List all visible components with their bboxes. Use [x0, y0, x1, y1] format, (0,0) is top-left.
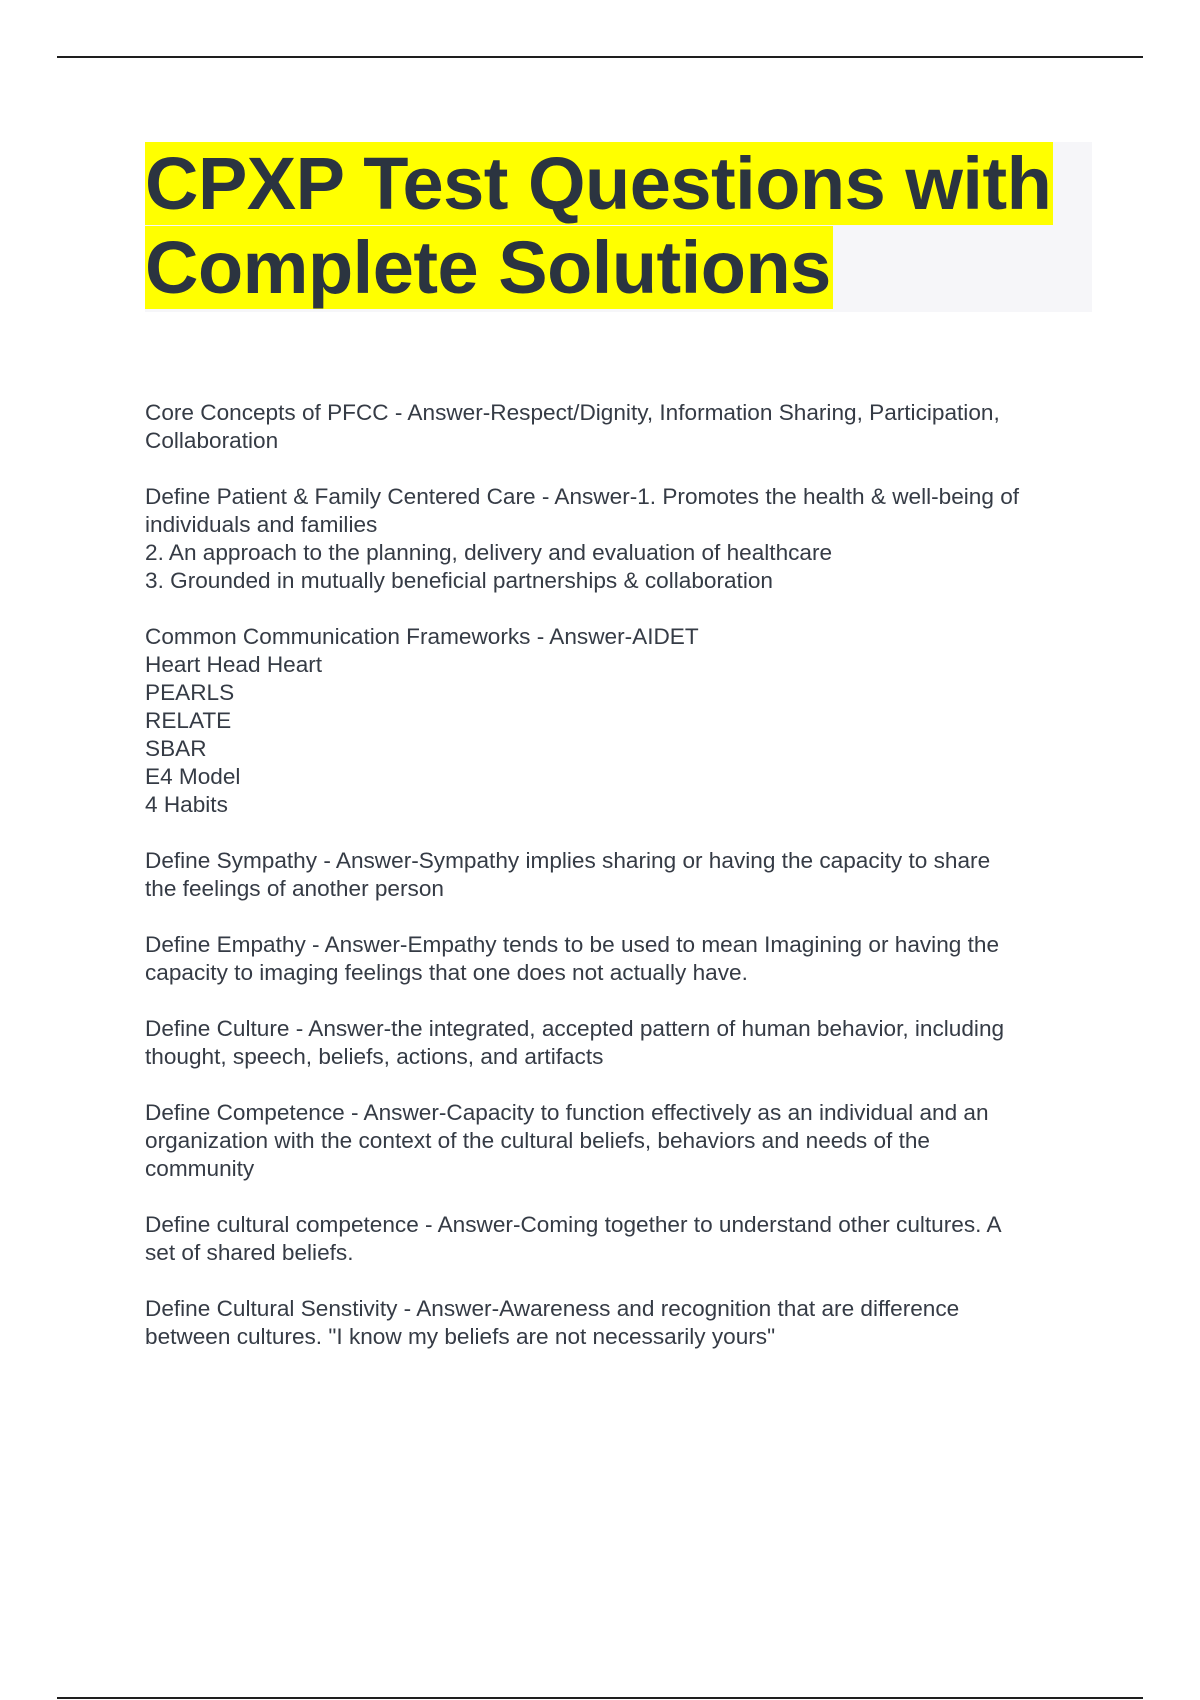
qa-entry-core-concepts	[145, 399, 1090, 455]
qa-line: Define Culture - Answer-the integrated, accepted pattern of human behavior, including	[145, 1016, 1005, 1041]
qa-line: Heart Head Heart	[145, 652, 323, 677]
title-block	[145, 142, 1092, 312]
qa-line: Collaboration	[145, 428, 279, 453]
qa-line: between cultures. "I know my beliefs are not necessarily yours"	[145, 1324, 776, 1349]
qa-line: Define Competence - Answer-Capacity to function effectively as an individual and an	[145, 1100, 989, 1125]
qa-entry-cultural-sensitivity	[145, 1295, 1090, 1351]
qa-line: Core Concepts of PFCC - Answer-Respect/Dignity, Information Sharing, Participation,	[145, 400, 1000, 425]
qa-list	[145, 399, 1090, 1379]
qa-line: Define Sympathy - Answer-Sympathy implies sharing or having the capacity to share	[145, 848, 991, 873]
qa-entry-communication-frameworks	[145, 623, 1090, 819]
qa-line: organization with the context of the cultural beliefs, behaviors and needs of the	[145, 1128, 931, 1153]
bottom-rule	[57, 1697, 1143, 1699]
qa-entry-culture	[145, 1015, 1090, 1071]
qa-line: RELATE	[145, 708, 232, 733]
qa-line: capacity to imaging feelings that one does not actually have.	[145, 960, 748, 985]
qa-line: community	[145, 1156, 255, 1181]
qa-line: Define cultural competence - Answer-Coming together to understand other cultures. A	[145, 1212, 1002, 1237]
top-rule	[57, 56, 1143, 58]
qa-line: 3. Grounded in mutually beneficial partnerships & collaboration	[145, 568, 773, 593]
qa-entry-pfcc-definition	[145, 483, 1090, 595]
qa-line: PEARLS	[145, 680, 235, 705]
qa-line: SBAR	[145, 736, 207, 761]
page-title	[145, 142, 1092, 310]
qa-line: Common Communication Frameworks - Answer-AIDET	[145, 624, 699, 649]
qa-line: 4 Habits	[145, 792, 228, 817]
qa-line: Define Empathy - Answer-Empathy tends to be used to mean Imagining or having the	[145, 932, 1000, 957]
qa-line: Define Patient & Family Centered Care - Answer-1. Promotes the health & well-being of	[145, 484, 1020, 509]
qa-entry-empathy	[145, 931, 1090, 987]
qa-entry-sympathy	[145, 847, 1090, 903]
qa-line: the feelings of another person	[145, 876, 444, 901]
qa-line: individuals and families	[145, 512, 378, 537]
qa-line: thought, speech, beliefs, actions, and artifacts	[145, 1044, 604, 1069]
title-line-1: CPXP Test Questions with	[145, 142, 1052, 225]
qa-line: Define Cultural Senstivity - Answer-Awareness and recognition that are difference	[145, 1296, 960, 1321]
qa-line: E4 Model	[145, 764, 241, 789]
qa-entry-cultural-competence	[145, 1211, 1090, 1267]
qa-line: 2. An approach to the planning, delivery and evaluation of healthcare	[145, 540, 833, 565]
title-line-2: Complete Solutions	[145, 226, 831, 309]
qa-line: set of shared beliefs.	[145, 1240, 354, 1265]
qa-entry-competence	[145, 1099, 1090, 1183]
